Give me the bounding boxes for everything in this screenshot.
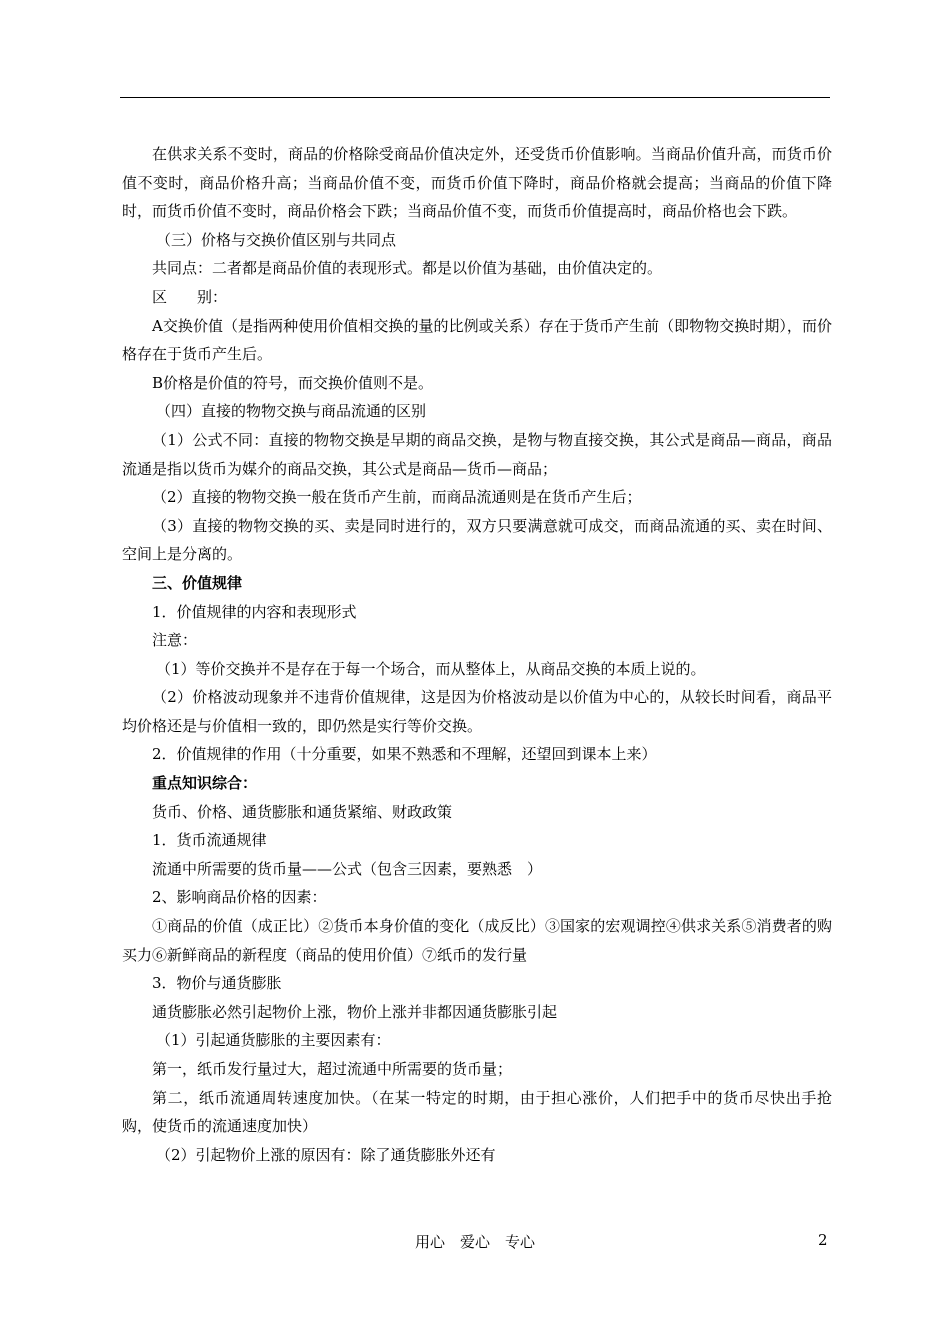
paragraph-price-factors-heading: 2、影响商品价格的因素： (152, 888, 327, 907)
heading-price-vs-exchange-value: （三）价格与交换价值区别与共同点 (156, 230, 397, 249)
paragraph-cause-second: 第二，纸币流通周转速度加快。（在某一特定的时期，由于担心涨价，人们把手中的货币尽快出手抢购，使货币的流通速度加快） (122, 1088, 832, 1136)
paragraph-difference-b: B价格是价值的符号，而交换价值则不是。 (152, 373, 434, 392)
paragraph-price-value-relation: 在供求关系不变时，商品的价格除受商品价值决定外，还受货币价值影响。当商品价值升高，而货币价值不变时，商品价格升高；当商品价值不变，而货币价值下降时，商品价格就会提高；当商品的价值下降时，而货币价值不变时，商品价格会下跌；当商品价值不变，而货币价值提高时，商品价格也会下跌。 (122, 145, 832, 221)
header-rule (120, 97, 830, 98)
paragraph-difference-a: A交换价值（是指两种使用价值相交换的量的比例或关系）存在于货币产生前（即物物交换时期），而价格存在于货币产生后。 (122, 316, 832, 364)
paragraph-note-2: （2）价格波动现象并不违背价值规律，这是因为价格波动是以价值为中心的，从较长时间看，商品平均价格还是与价值相一致的，即仍然是实行等价交换。 (122, 688, 832, 735)
page-number: 2 (818, 1231, 828, 1249)
section-heading-key-knowledge: 重点知识综合： (152, 774, 258, 793)
document-body (122, 140, 832, 1169)
paragraph-law-effects: 2．价值规律的作用（十分重要，如果不熟悉和不理解，还望回到课本上来） (152, 745, 657, 764)
paragraph-note-label: 注意： (152, 631, 198, 650)
paragraph-trade-difference: （3）直接的物物交换的买、卖是同时进行的，双方只要满意就可成交，而商品流通的买、卖在时间、空间上是分离的。 (122, 516, 832, 564)
paragraph-cause-first: 第一，纸币发行量过大，超过流通中所需要的货币量； (152, 1060, 513, 1078)
paragraph-price-factors: ①商品的价值（成正比）②货币本身价值的变化（成反比）③国家的宏观调控④供求关系⑤消费者的购买力⑥新鲜商品的新程度（商品的使用价值）⑦纸币的发行量 (122, 917, 832, 964)
paragraph-topics: 货币、价格、通货膨胀和通货紧缩、财政政策 (152, 802, 453, 821)
paragraph-differences-label: 区 别： (152, 287, 228, 306)
footer-motto: 用心 爱心 专心 (414, 1233, 535, 1251)
paragraph-formula-difference: （1）公式不同：直接的物物交换是早期的商品交换，是物与物直接交换，其公式是商品—商品，商品流通是指以货币为媒介的商品交换，其公式是商品—货币—商品； (122, 430, 832, 478)
paragraph-inflation-statement: 通货膨胀必然引起物价上涨，物价上涨并非都因通货膨胀引起 (152, 1002, 558, 1021)
paragraph-timing-difference: （2）直接的物物交换一般在货币产生前，而商品流通则是在货币产生后； (152, 488, 642, 507)
section-heading-law-of-value: 三、价值规律 (152, 573, 243, 592)
paragraph-inflation-causes: （1）引起通货膨胀的主要因素有： (156, 1031, 391, 1050)
paragraph-money-formula: 流通中所需要的货币量——公式（包含三因素，要熟悉 ） (152, 859, 543, 878)
paragraph-law-content: 1．价值规律的内容和表现形式 (152, 602, 357, 621)
paragraph-common-points: 共同点：二者都是商品价值的表现形式。都是以价值为基础，由价值决定的。 (152, 259, 663, 278)
paragraph-note-1: （1）等价交换并不是存在于每一个场合，而从整体上，从商品交换的本质上说的。 (156, 659, 706, 678)
heading-barter-vs-circulation: （四）直接的物物交换与商品流通的区别 (156, 402, 427, 421)
paragraph-price-rise-causes: （2）引起物价上涨的原因有：除了通货膨胀外还有 (156, 1145, 496, 1164)
paragraph-money-circulation-law: 1．货币流通规律 (152, 831, 267, 850)
paragraph-inflation-heading: 3．物价与通货膨胀 (152, 974, 282, 993)
